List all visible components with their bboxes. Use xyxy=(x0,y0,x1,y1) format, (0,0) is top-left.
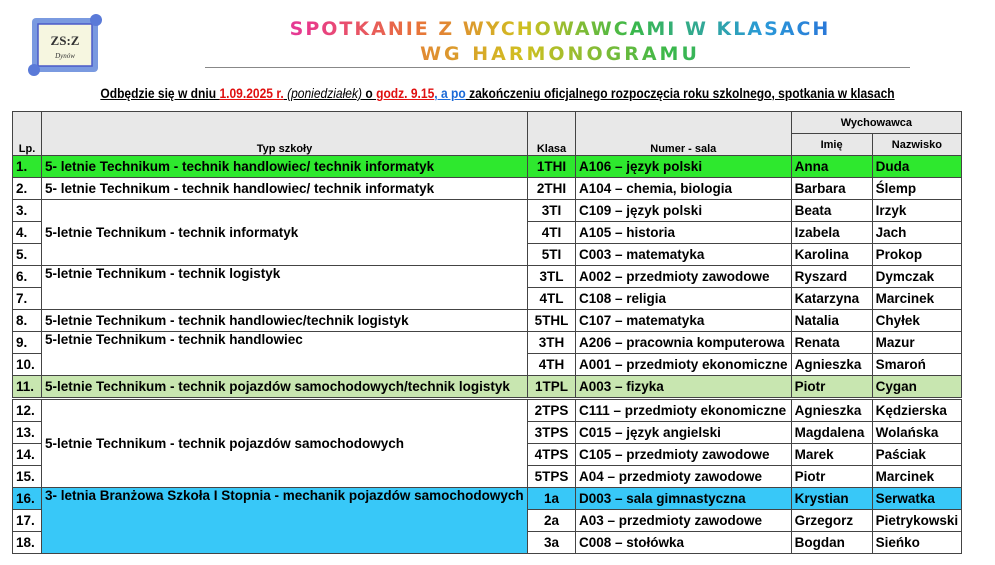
table-row xyxy=(13,488,962,510)
table-row xyxy=(13,332,962,354)
row-imie: Katarzyna xyxy=(791,288,872,310)
row-klasa: 3TL xyxy=(528,266,576,288)
row-klasa: 5TI xyxy=(528,244,576,266)
row-school-type: 5- letnie Technikum - technik handlowiec/ technik informatyk xyxy=(42,178,528,200)
row-imie: Anna xyxy=(791,156,872,178)
table-row xyxy=(13,156,962,178)
row-klasa: 2THI xyxy=(528,178,576,200)
row-sala: C111 – przedmioty ekonomiczne xyxy=(576,399,792,422)
row-sala: C105 – przedmioty zawodowe xyxy=(576,444,792,466)
row-nazwisko: Kędzierska xyxy=(872,399,962,422)
title-divider xyxy=(205,67,910,68)
row-lp: 9. xyxy=(13,332,42,354)
row-nazwisko: Marcinek xyxy=(872,288,962,310)
row-nazwisko: Irzyk xyxy=(872,200,962,222)
row-klasa: 4TI xyxy=(528,222,576,244)
school-logo xyxy=(24,10,106,80)
announcement-rest: zakończeniu oficjalnego rozpoczęcia roku szkolnego, spotkania w klasach xyxy=(465,85,895,101)
col-header-imie: Imię xyxy=(791,134,872,156)
header-row xyxy=(13,112,962,134)
row-sala: A04 – przedmioty zawodowe xyxy=(576,466,792,488)
row-imie: Bogdan xyxy=(791,532,872,554)
row-lp: 15. xyxy=(13,466,42,488)
row-nazwisko: Jach xyxy=(872,222,962,244)
row-sala: A003 – fizyka xyxy=(576,376,792,399)
row-lp: 10. xyxy=(13,354,42,376)
row-klasa: 1THI xyxy=(528,156,576,178)
row-imie: Marek xyxy=(791,444,872,466)
row-lp: 18. xyxy=(13,532,42,554)
row-school-type: 5-letnie Technikum - technik pojazdów samochodowych/technik logistyk xyxy=(42,376,528,399)
row-klasa: 4TPS xyxy=(528,444,576,466)
row-imie: Beata xyxy=(791,200,872,222)
row-nazwisko: Sieńko xyxy=(872,532,962,554)
row-klasa: 3TPS xyxy=(528,422,576,444)
row-klasa: 3TI xyxy=(528,200,576,222)
row-lp: 6. xyxy=(13,266,42,288)
logo-subtext: Dynów xyxy=(55,52,75,60)
row-imie: Agnieszka xyxy=(791,354,872,376)
row-sala: C108 – religia xyxy=(576,288,792,310)
row-lp: 14. xyxy=(13,444,42,466)
row-imie: Grzegorz xyxy=(791,510,872,532)
row-klasa: 1TPL xyxy=(528,376,576,399)
row-sala: A03 – przedmioty zawodowe xyxy=(576,510,792,532)
row-sala: A206 – pracownia komputerowa xyxy=(576,332,792,354)
row-lp: 11. xyxy=(13,376,42,399)
row-imie: Natalia xyxy=(791,310,872,332)
row-sala: A104 – chemia, biologia xyxy=(576,178,792,200)
row-sala: C015 – język angielski xyxy=(576,422,792,444)
row-lp: 13. xyxy=(13,422,42,444)
row-nazwisko: Wolańska xyxy=(872,422,962,444)
row-sala: C008 – stołówka xyxy=(576,532,792,554)
col-header-wychowawca: Wychowawca xyxy=(791,112,962,134)
row-klasa: 3a xyxy=(528,532,576,554)
announcement-connector: o xyxy=(362,85,377,101)
row-nazwisko: Smaroń xyxy=(872,354,962,376)
meeting-announcement xyxy=(70,85,926,101)
row-nazwisko: Chyłek xyxy=(872,310,962,332)
row-lp: 8. xyxy=(13,310,42,332)
row-imie: Ryszard xyxy=(791,266,872,288)
row-nazwisko: Pietrykowski xyxy=(872,510,962,532)
row-imie: Magdalena xyxy=(791,422,872,444)
row-school-type: 5-letnie Technikum - technik informatyk xyxy=(42,200,528,266)
row-school-type: 5-letnie Technikum - technik handlowiec xyxy=(42,332,528,376)
row-lp: 3. xyxy=(13,200,42,222)
table-row xyxy=(13,200,962,222)
col-header-klasa: Klasa xyxy=(528,112,576,156)
col-header-nazwisko: Nazwisko xyxy=(872,134,962,156)
row-klasa: 2a xyxy=(528,510,576,532)
row-sala: C003 – matematyka xyxy=(576,244,792,266)
row-sala: C109 – język polski xyxy=(576,200,792,222)
row-klasa: 4TH xyxy=(528,354,576,376)
row-sala: D003 – sala gimnastyczna xyxy=(576,488,792,510)
meeting-time: godz. 9.15 xyxy=(376,85,435,101)
row-nazwisko: Cygan xyxy=(872,376,962,399)
row-lp: 5. xyxy=(13,244,42,266)
row-sala: A002 – przedmioty zawodowe xyxy=(576,266,792,288)
row-klasa: 5TPS xyxy=(528,466,576,488)
row-nazwisko: Prokop xyxy=(872,244,962,266)
meeting-date: 1.09.2025 r. xyxy=(219,85,284,101)
row-sala: A105 – historia xyxy=(576,222,792,244)
row-klasa: 1a xyxy=(528,488,576,510)
table-row xyxy=(13,399,962,422)
announcement-after: , a po xyxy=(434,85,466,101)
row-imie: Piotr xyxy=(791,376,872,399)
row-school-type: 5-letnie Technikum - technik logistyk xyxy=(42,266,528,310)
row-lp: 7. xyxy=(13,288,42,310)
col-header-numer: Numer - sala xyxy=(576,112,792,156)
row-lp: 12. xyxy=(13,399,42,422)
row-imie: Barbara xyxy=(791,178,872,200)
page-subtitle-heading: WG HARMONOGRAMU xyxy=(200,43,920,65)
table-row xyxy=(13,266,962,288)
col-header-lp: Lp. xyxy=(13,112,42,156)
row-sala: A106 – język polski xyxy=(576,156,792,178)
col-header-typ: Typ szkoły xyxy=(42,112,528,156)
meeting-day: (poniedziałek) xyxy=(283,85,363,101)
schedule-table xyxy=(12,111,962,554)
row-klasa: 3TH xyxy=(528,332,576,354)
row-nazwisko: Ślemp xyxy=(872,178,962,200)
row-klasa: 4TL xyxy=(528,288,576,310)
logo-text: ZS:Z xyxy=(50,33,80,48)
row-lp: 2. xyxy=(13,178,42,200)
row-nazwisko: Paściak xyxy=(872,444,962,466)
row-lp: 4. xyxy=(13,222,42,244)
row-imie: Renata xyxy=(791,332,872,354)
table-row xyxy=(13,310,962,332)
row-school-type: 3- letnia Branżowa Szkoła I Stopnia - mechanik pojazdów samochodowych xyxy=(42,488,528,554)
row-school-type: 5-letnie Technikum - technik handlowiec/technik logistyk xyxy=(42,310,528,332)
row-lp: 16. xyxy=(13,488,42,510)
row-school-type: 5-letnie Technikum - technik pojazdów samochodowych xyxy=(42,399,528,488)
row-nazwisko: Dymczak xyxy=(872,266,962,288)
row-lp: 17. xyxy=(13,510,42,532)
row-sala: C107 – matematyka xyxy=(576,310,792,332)
row-klasa: 5THL xyxy=(528,310,576,332)
row-imie: Piotr xyxy=(791,466,872,488)
row-nazwisko: Marcinek xyxy=(872,466,962,488)
row-imie: Karolina xyxy=(791,244,872,266)
announcement-lead: Odbędzie się w dniu xyxy=(100,85,220,101)
row-nazwisko: Duda xyxy=(872,156,962,178)
row-imie: Izabela xyxy=(791,222,872,244)
row-school-type: 5- letnie Technikum - technik handlowiec/ technik informatyk xyxy=(42,156,528,178)
row-sala: A001 – przedmioty ekonomiczne xyxy=(576,354,792,376)
row-nazwisko: Mazur xyxy=(872,332,962,354)
row-imie: Agnieszka xyxy=(791,399,872,422)
row-lp: 1. xyxy=(13,156,42,178)
row-nazwisko: Serwatka xyxy=(872,488,962,510)
row-klasa: 2TPS xyxy=(528,399,576,422)
page-title: SPOTKANIE Z WYCHOWAWCAMI W KLASACH xyxy=(200,18,920,40)
table-row xyxy=(13,178,962,200)
table-row xyxy=(13,376,962,399)
row-imie: Krystian xyxy=(791,488,872,510)
